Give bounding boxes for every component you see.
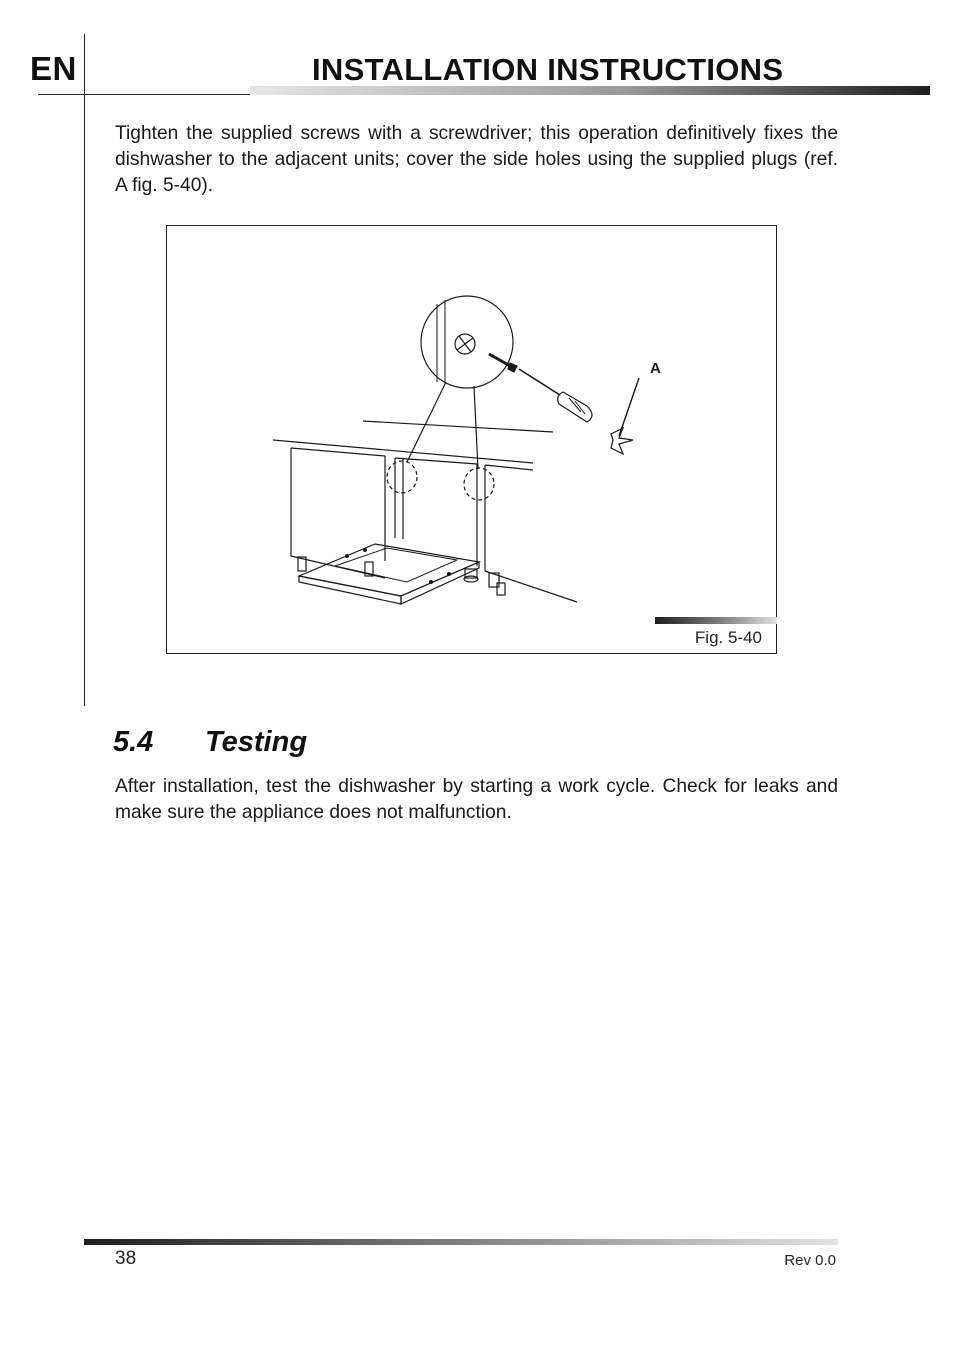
screwdriver-icon: [519, 369, 592, 422]
section-heading: [113, 726, 307, 759]
header-left-rule: [38, 94, 250, 95]
revision-label: Rev 0.0: [784, 1252, 836, 1269]
page-section-title: INSTALLATION INSTRUCTIONS: [312, 52, 784, 87]
plug-a-icon: [611, 378, 639, 454]
dishwasher-installation-drawing: [167, 226, 776, 653]
callout-label-a: A: [650, 360, 661, 377]
footer-gradient-bar: [84, 1239, 838, 1245]
screw-icon: [489, 354, 517, 372]
page-number: 38: [115, 1248, 137, 1269]
intro-paragraph: Tighten the supplied screws with a screwdriver; this operation definitively fixes the dishwasher to the adjacent units; cover the side holes using the supplied plugs (ref. A fig. 5-40).: [115, 123, 838, 196]
margin-vertical-rule: [84, 34, 85, 706]
figure-frame: [166, 225, 777, 654]
figure-caption: Fig. 5-40: [694, 628, 762, 647]
section-number: 5.4: [113, 726, 154, 758]
testing-paragraph: After installation, test the dishwasher by starting a work cycle. Check for leaks and make sure the appliance does not malfunction.: [115, 776, 838, 823]
plug-icon: [455, 334, 475, 354]
figure-caption-bar: [655, 617, 777, 624]
language-code: EN: [30, 50, 77, 87]
section-title: Testing: [205, 726, 308, 758]
